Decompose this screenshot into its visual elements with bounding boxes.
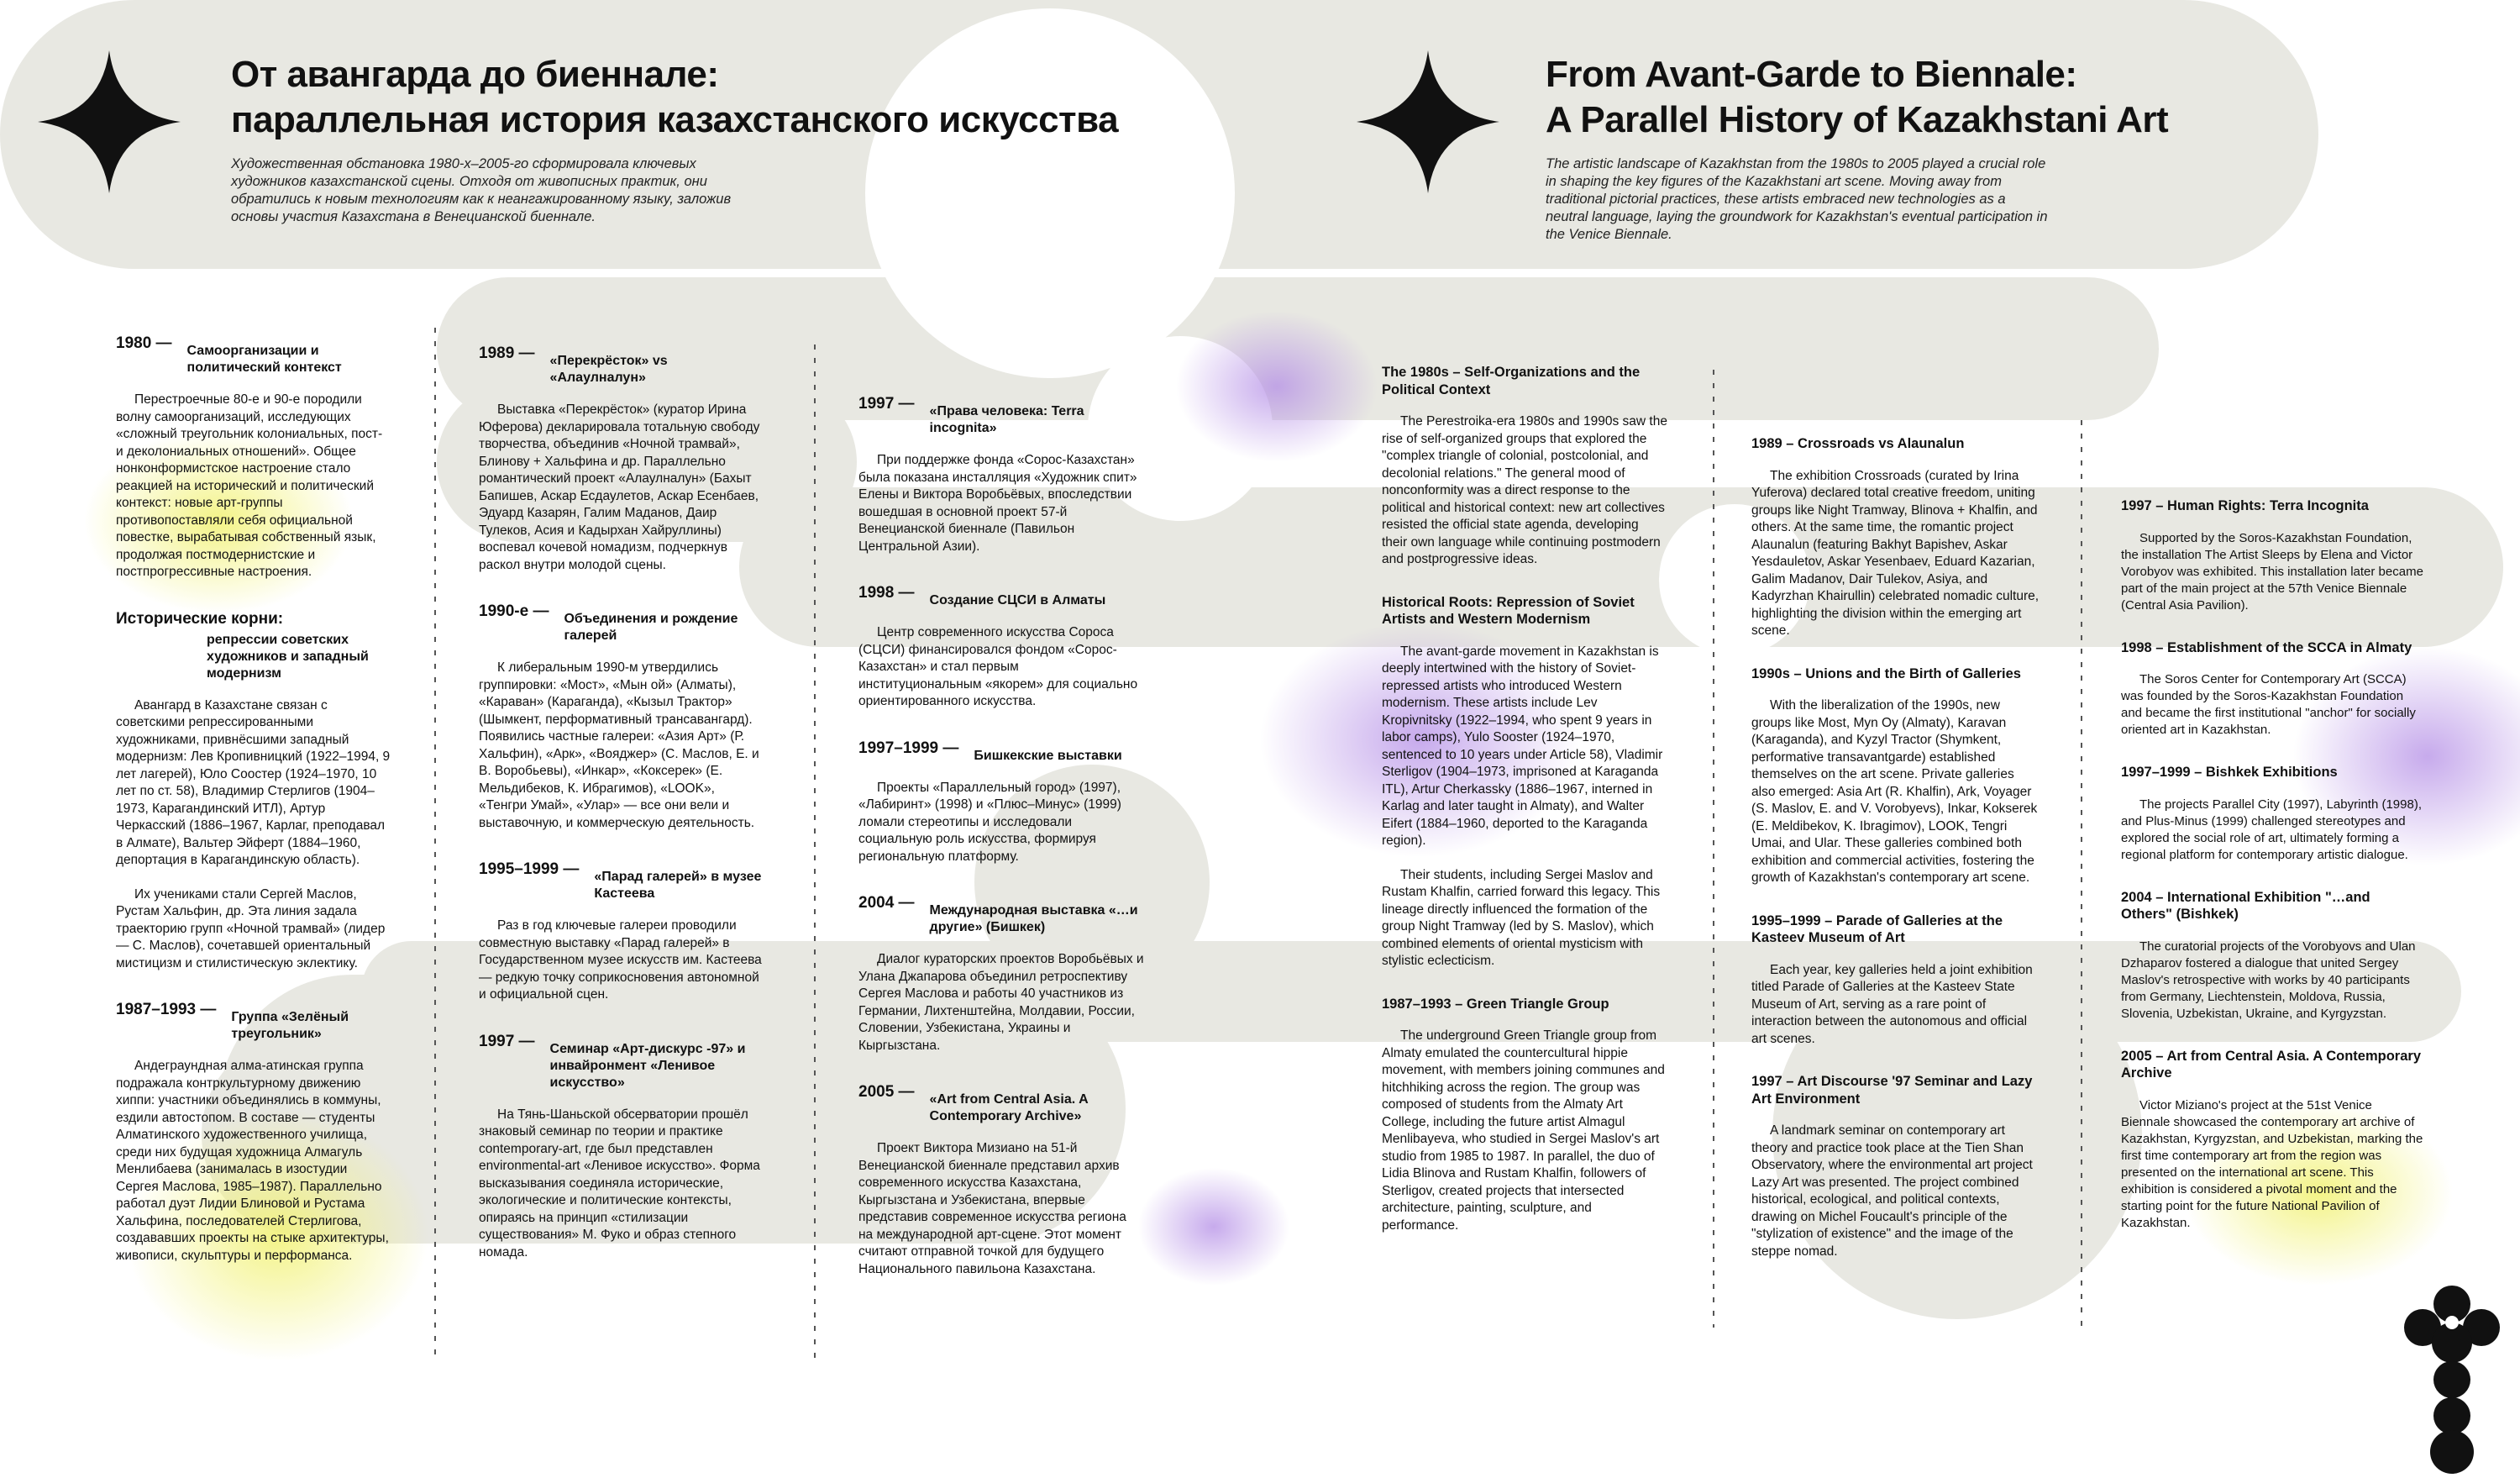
section-title: 1997 – Human Rights: Terra Incognita [2121,498,2369,513]
en-page-title [1546,52,2168,143]
section-title: «Парад галерей» в музее Кастеева [594,870,762,901]
section-body: The projects Parallel City (1997), Labyrinth (1998), and Plus-Minus (1999) challenged stereotypes and explored the social role of art, ultimately forming a regional platform for contemporary artistic dialogue. [2121,797,2422,862]
section-body: Supported by the Soros-Kazakhstan Foundation, the installation The Artist Sleeps by Elena and Victor Vorobyov was exhibited. This installation later became part of the main project at the 57th Venice Biennale (Central Asia Pavilion). [2121,530,2423,613]
section-title: Создание СЦСИ в Алматы [929,593,1106,607]
section-body: The curatorial projects of the Vorobyovs and Ulan Dzhaparov fostered a dialogue that united Sergey Maslov's retrospective with works by 40 participants from Germany, Liechtenstein, Moldova, Russia, Slovenia, Uzbekistan, Ukraine, and Kyrgyzstan. [2121,939,2416,1021]
section-title: The 1980s – Self-Organizations and the Political Context [1382,365,1641,397]
section-title: 1987–1993 – Green Triangle Group [1382,996,1609,1012]
timeline-section [858,584,1144,711]
section-body: A landmark seminar on contemporary art theory and practice took place at the Tien Shan Observatory, where the environmental art project Lazy Art was presented. The project combined historical, ecological, and political contexts, drawing on Michel Foucault's principle of the "stylization of existence" and the image of the steppe nomad. [1751,1123,2033,1259]
en-column-3 [2121,497,2423,1257]
section-year: 1980 — [116,334,172,352]
en-column-2 [1751,435,2041,1286]
timeline-section [858,894,1144,1054]
section-body: The underground Green Triangle group from Almaty emulated the countercultural hippie movement, with members joining communes and hitchhiking across the region. The group was composed of students from the Almaty Art College, including the future artist Almagul Menlibayeva, who studied in Sergei Maslov's art studio from 1985 to 1987. In parallel, the duo of Lidia Blinova and Rustam Khalfin, followers of Sterligov, created projects that intersected architecture, painting, sculpture, and performance. [1382,1028,1665,1233]
section-year: 2004 — [858,894,915,912]
timeline-section [479,860,764,1004]
section-year: 1987–1993 — [116,1001,217,1018]
section-title: Historical Roots: Repression of Soviet Artists and Western Modernism [1382,594,1635,627]
timeline-section [1382,996,1667,1235]
timeline-section [116,334,393,581]
section-year: 1995–1999 — [479,860,580,878]
section-body: Авангард в Казахстане связан с советскими репрессированными художниками, привнёсшими западный модернизм: Лев Кропивницкий (1922–1994, 9 лет лагерей), Юло Соостер (1924–1970, 10 лет по ст. 58), Владимир Стерлигов (1904–1973, Карагандинский ИТЛ), Артур Черкасский (1886–1967, Карлаг, преподавал в Алмате), Вальтер Эйферт (1884–1960, депортация в Карагандинскую область). [116,697,391,867]
timeline-section [1751,665,2041,887]
timeline-section [858,739,1144,866]
section-body: К либеральным 1990-м утвердились группировки: «Мост», «Мын ой» (Алматы), «Караван» (Караганда), «Кызыл Трактор» (Шымкент, перформативный трансавангард). Появились частные галереи: «Азия Арт» (Р. Хальфин), «Арк», «Вояджер» (С. Маслов, Е. и В. Воробьевы), «Инкар», «Коксерек» (Е. Мельдибеков, К. Ибрагимов), «LOOK», «Тенгри Умай», «Улар» — все они вели и выставочную, и коммерческую деятельность. [479,660,759,830]
section-body: Центр современного искусства Сороса (СЦСИ) финансировался фондом «Сорос-Казахстан» и стал первым институциональным «якорем» для социально ориентированного искусства. [858,625,1138,708]
en-column-1 [1382,364,1667,1259]
section-body: Перестроечные 80-е и 90-е породили волну самоорганизаций, исследующих «сложный треугольник колониальных, пост- и деколониальных отношений». Общее нонконформистское настроение стало реакцией на исторический и политический контекст: новые арт-группы противопоставляли себя официальной повестке, вырабатывая собственный язык, продолжая постмодернистские и постпрогрессивные настроения. [116,392,383,579]
section-title: 1990s – Unions and the Birth of Galleries [1751,665,2021,681]
section-year: Исторические корни: [116,609,284,628]
en-intro: The artistic landscape of Kazakhstan from the 1980s to 2005 played a crucial role in shaping the key figures of the Kazakhstani art scene. Moving away from traditional pictorial practices, these artists embraced new technologies as a neutral language, laying the groundwork for Kazakhstan's eventual participation in the Venice Biennale. [1546,156,2048,242]
timeline-section [2121,497,2423,614]
section-body: Их учениками стали Сергей Маслов, Рустам Хальфин, др. Эта линия задала траекторию групп «Ночной трамвай» (лидер — С. Маслов), сочетавшей ориентальный мистицизм и стилистическую эклектику. [116,886,386,970]
timeline-section [479,344,764,574]
section-title: Международная выставка «…и другие» (Бишкек) [929,903,1138,934]
section-title: 1997 – Art Discourse '97 Seminar and Lazy Art Environment [1751,1074,2033,1107]
section-title: 2004 – International Exhibition "…and Others" (Bishkek) [2121,889,2370,922]
ru-title-line: параллельная история казахстанского искусства [231,99,1119,140]
timeline-section [2121,764,2423,864]
section-title: Группа «Зелёный треугольник» [231,1010,349,1041]
timeline-section [1751,912,2041,1049]
section-year: 1997 — [858,395,915,413]
section-title: Самоорганизации и политический контекст [186,344,342,375]
timeline-section [479,602,764,832]
circles-logo-icon [2404,1286,2501,1479]
ru-intro: Художественная обстановка 1980-х–2005-го сформировала ключевых художников казахстанской сцены. Отходя от живописных практик, они обратились к новым технологиям как к неангажированному языку, заложив основы участия Казахстана в Венецианской биеннале. [231,156,732,224]
section-body: На Тянь-Шаньской обсерватории прошёл знаковый семинар по теории и практике contemporary-art, где был представлен environmental-art «Ленивое искусство». Форма высказывания соединяла исторические, экологические и политические контексты, опираясь на принцип «стилизации существования» М. Фуко и образ степного номада. [479,1107,760,1259]
section-year: 1990-е — [479,602,549,620]
section-title: 1995–1999 – Parade of Galleries at the Kasteev Museum of Art [1751,912,2003,945]
timeline-section [2121,639,2423,739]
timeline-section [2121,889,2423,1023]
section-title: 1998 – Establishment of the SCCA in Almaty [2121,639,2412,655]
timeline-section [116,610,393,973]
timeline-section [479,1033,764,1262]
ru-column-1 [116,334,393,1293]
section-title: 1997–1999 – Bishkek Exhibitions [2121,765,2338,780]
timeline-section [1382,364,1667,569]
section-year: 1997 — [479,1032,535,1050]
timeline-section [1751,435,2041,640]
section-title: репрессии советских художников и западный модернизм [207,632,369,681]
section-body: Each year, key galleries held a joint exhibition titled Parade of Galleries at the Kasteev State Museum of Art, serving as a rare point of interaction between the autonomous and official art scenes. [1751,962,2033,1046]
ru-page-title [231,52,1118,143]
section-title: Семинар «Арт-дискурс -97» и инвайронмент «Ленивое искусство» [549,1041,746,1090]
en-title-line: From Avant-Garde to Biennale: [1546,54,2077,95]
section-title: 1989 – Crossroads vs Alaunalun [1751,436,1965,451]
section-body: Раз в год ключевые галереи проводили совместную выставку «Парад галерей» в Государственном музее искусств им. Кастеева — редкую точку соприкосновения автономной и официальной сцен. [479,918,762,1002]
section-body: При поддержке фонда «Сорос-Казахстан» была показана инсталляция «Художник спит» Елены и Виктора Воробьёвых, впоследствии вошедшая в основной проект 57-й Венецианской биеннале (Павильон Центральной Азии). [858,453,1137,554]
section-body: Проекты «Параллельный город» (1997), «Лабиринт» (1998) и «Плюс–Минус» (1999) ломали стереотипы и исследовали социальную роль искусства, формируя региональную платформу. [858,780,1121,864]
section-year: 1997–1999 — [858,739,959,757]
ru-column-3 [858,395,1144,1307]
section-body: The avant-garde movement in Kazakhstan is deeply intertwined with the history of Soviet-repressed artists who introduced Western modernism. These artists include Lev Kropivnitsky (1922–1994, who spent 9 years in labor camps), Yulo Sooster (1924–1970, sentenced to 10 years under Article 58), Vladimir Sterligov (1904–1973, imprisoned at Karaganda ITL), Artur Cherkassky (1886–1967, interned in Karlag and later taught in Almaty), and Walter Eifert (1884–1960, deported to the Karaganda region). [1382,644,1663,848]
section-body: Диалог кураторских проектов Воробьёвых и Улана Джапарова объединил ретроспективу Сергея Маслова и работы 40 участников из Германии, Лихтенштейна, Молдавии, России, Словении, Узбекистана, Украины и Кыргызстана. [858,952,1144,1053]
section-title: 2005 – Art from Central Asia. A Contemporary Archive [2121,1048,2421,1081]
four-point-star-icon [1357,50,1499,193]
en-title-line: A Parallel History of Kazakhstani Art [1546,99,2169,140]
section-body: The Perestroika-era 1980s and 1990s saw the rise of self-organized groups that explored the "complex triangle of colonial, postcolonial, and decolonial relations." The general mood of nonconformity was a direct response to the political and historical context: new art collectives resisted the official state agenda, developing their own language while continuing postmodern and postprogressive ideas. [1382,414,1667,566]
section-body: Проект Виктора Мизиано на 51-й Венецианской биеннале представил архив современного искусства Казахстана, Кыргызстана и Узбекистана, впервые представив современное искусства региона на международной арт-сцене. Этот момент считают отправной точкой для будущего Национального павильона Казахстана. [858,1141,1126,1276]
section-body: Victor Miziano's project at the 51st Venice Biennale showcased the contemporary art archive of Kazakhstan, Kyrgyzstan, and Uzbekistan, marking the first time contemporary art from the region was presented on the international art scene. This exhibition is considered a pivotal moment and the starting point for the future National Pavilion of Kazakhstan. [2121,1097,2423,1230]
section-body: Their students, including Sergei Maslov and Rustam Khalfin, carried forward this legacy. This lineage directly influenced the formation of the group Night Tramway (led by S. Maslov), which combined elements of oriental mysticism with stylistic eclecticism. [1382,867,1661,968]
section-body: Андеграундная алма-атинская группа подражала контркультурному движению хиппи: участники объединялись в коммуны, ездили автостопом. В составе — студенты Алматинского художественного училища, среди них будущая художница Алмагуль Менлибаева (занималась в изостудии Сергея Маслова, 1985–1987). Параллельно работал дуэт Лидии Блиновой и Рустама Хальфина, последователей Стерлигова, создававших проекты на стыке архитектуры, живописи, скульптуры и перформанса. [116,1059,389,1263]
timeline-section [858,1083,1144,1278]
timeline-section [116,1001,393,1265]
section-title: «Перекрёсток» vs «Алаулналун» [549,354,668,385]
section-title: «Art from Central Asia. A Contemporary Archive» [929,1092,1089,1123]
section-year: 1998 — [858,584,915,602]
section-year: 1989 — [479,344,535,362]
section-body: With the liberalization of the 1990s, new groups like Most, Myn Oy (Almaty), Karavan (Karaganda), and Kyzyl Tractor (Shymkent, performative transavantgarde) established themselves on the art scene. Private galleries also emerged: Asia Art (R. Khalfin), Ark, Voyager (S. Maslov, E. and V. Vorobyevs), Inkar, Kokserek (E. Meldibekov, K. Ibragimov), LOOK, Tengri Umai, and Ular. These galleries combined both exhibition and commercial activities, fostering the growth of Kazakhstan's contemporary art scene. [1751,698,2038,885]
section-body: Выставка «Перекрёсток» (куратор Ирина Юферова) декларировала тотальную свободу творчества, объединив «Ночной трамвай», Блинову + Хальфина и др. Параллельно романтический проект «Алаулналун» (Бахыт Бапишев, Аскар Есдаулетов, Аскар Есенбаев, Эдуард Казарян, Галим Маданов, Даир Тулеков, Асия и Кадырхан Хайруллины) воспевал кочевой номадизм, подчеркнув раскол внутри молодой сцены. [479,402,760,572]
ru-column-2 [479,344,764,1290]
timeline-section [2121,1048,2423,1232]
section-title: «Права человека: Terra incognita» [929,404,1084,435]
timeline-section [1382,594,1667,970]
section-year: 2005 — [858,1083,915,1101]
section-title: Бишкекские выставки [974,748,1122,763]
section-body: The exhibition Crossroads (curated by Irina Yuferova) declared total creative freedom, uniting groups like Night Tramway, Blinova + Khalfin, and others. At the same time, the romantic project Alaunalun (featuring Bakhyt Bapishev, Askar Yesdauletov, Askar Yesenbaev, Eduard Kazarian, Galim Madanov, Dair Tulekov, Asiya, and Kadyrzhan Khairullin) celebrated nomadic culture, highlighting the division within the emerging art scene. [1751,468,2040,638]
section-title: Объединения и рождение галерей [564,612,738,643]
timeline-section [1751,1073,2041,1260]
section-body: The Soros Center for Contemporary Art (SCCA) was founded by the Soros-Kazakhstan Foundation and became the first institutional "anchor" for socially oriented art in Kazakhstan. [2121,672,2416,737]
timeline-section [858,395,1144,555]
ru-title-line: От авангарда до биеннале: [231,54,719,95]
four-point-star-icon [38,50,181,193]
